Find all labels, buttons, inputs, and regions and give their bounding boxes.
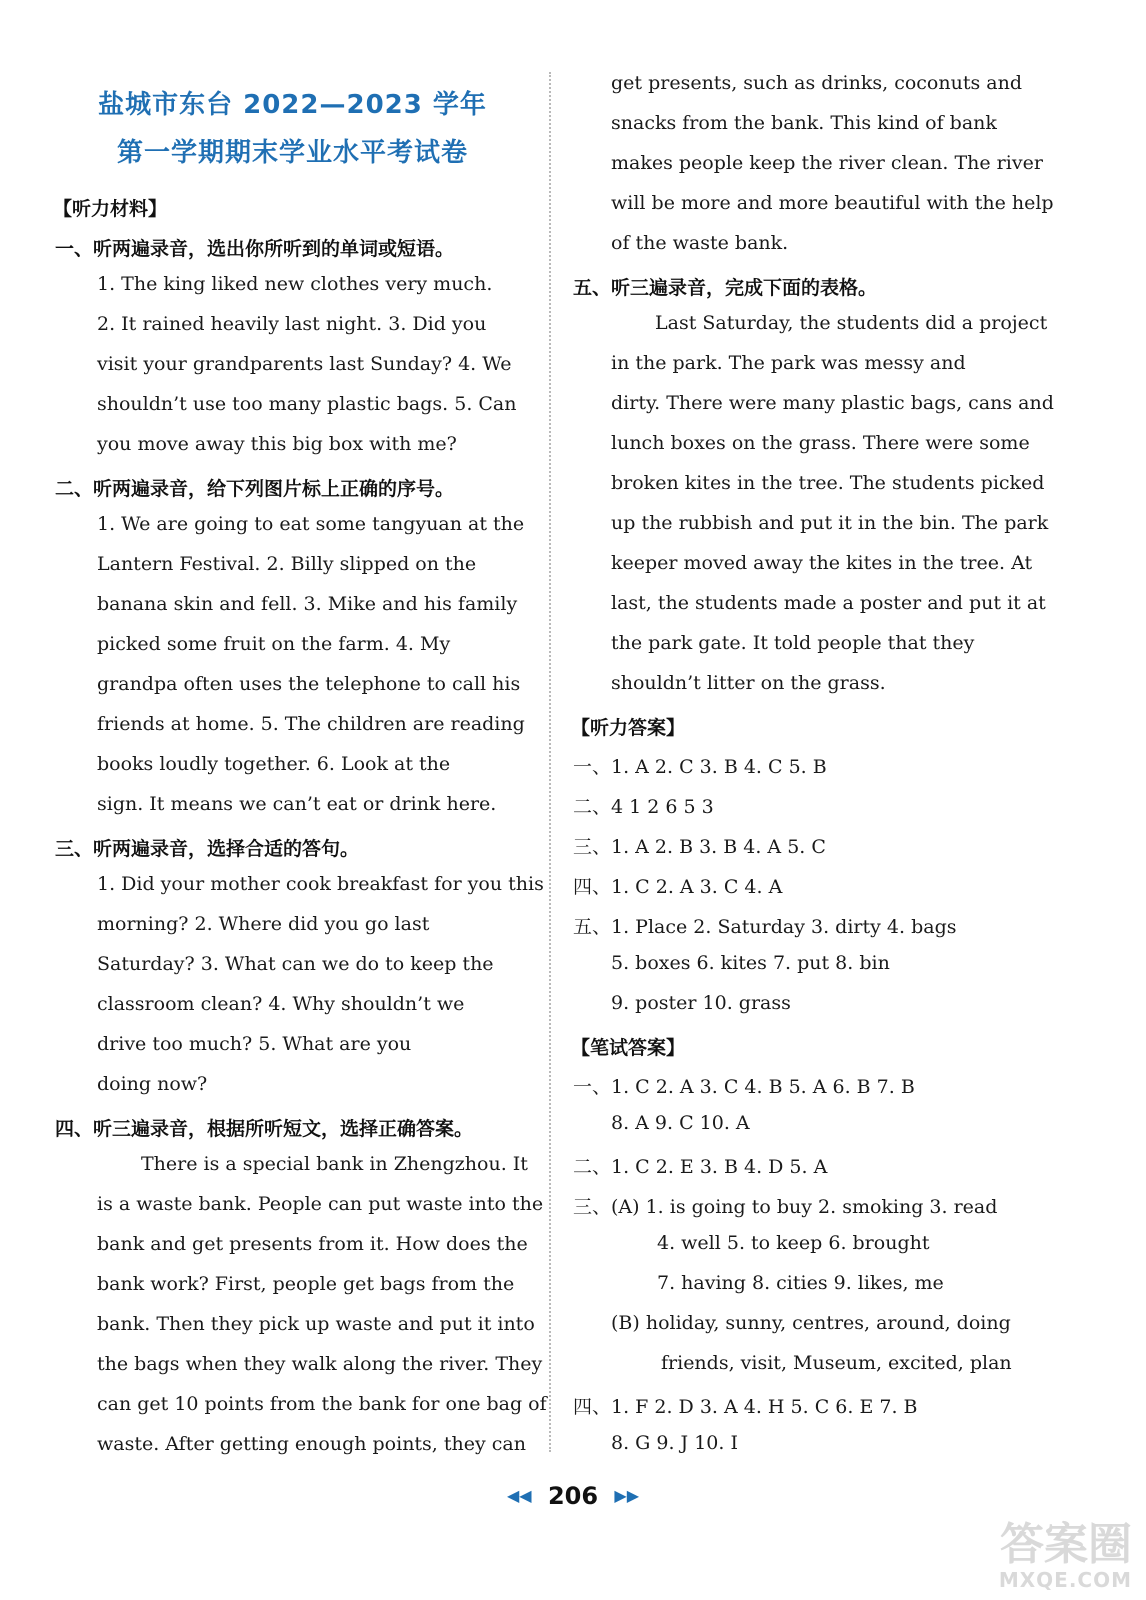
s4-line: bank. Then they pick up waste and put it into (97, 1313, 535, 1335)
answer-row: 四、1. C 2. A 3. C 4. A (573, 876, 783, 898)
answer-row: 三、(A) 1. is going to buy 2. smoking 3. read (573, 1196, 998, 1218)
answer-row: friends, visit, Museum, excited, plan (661, 1352, 1012, 1374)
s2-line: sign. It means we can’t eat or drink here. (97, 793, 497, 815)
s4-line: bank work? First, people get bags from the (97, 1273, 515, 1295)
s5-line: keeper moved away the kites in the tree. At (611, 552, 1033, 574)
exam-title-line1: 盐城市东台 2022—2023 学年 (98, 90, 487, 120)
listening-answers-header: 【听力答案】 (571, 717, 686, 739)
watermark-site: MXQE.COM (998, 1568, 1132, 1592)
s4-continued-line: makes people keep the river clean. The river (611, 152, 1043, 174)
page-footer (0, 1482, 1146, 1510)
s5-line: last, the students made a poster and put it at (611, 592, 1046, 614)
answer-row: 二、4 1 2 6 5 3 (573, 796, 714, 818)
s2-line: grandpa often uses the telephone to call his (97, 673, 521, 695)
s4-line: waste. After getting enough points, they can (97, 1433, 526, 1455)
s2-line: picked some fruit on the farm. 4. My (97, 633, 451, 655)
s4-line: bank and get presents from it. How does the (97, 1233, 528, 1255)
section-1-heading: 一、听两遍录音，选出你所听到的单词或短语。 (55, 238, 455, 260)
answer-row: 五、1. Place 2. Saturday 3. dirty 4. bags (573, 916, 957, 938)
written-answers-header: 【笔试答案】 (571, 1037, 686, 1059)
s3-line: 1. Did your mother cook breakfast for you this (97, 873, 544, 895)
s5-line: shouldn’t litter on the grass. (611, 672, 886, 694)
s2-line: 1. We are going to eat some tangyuan at the (97, 513, 525, 535)
answer-row: 二、1. C 2. E 3. B 4. D 5. A (573, 1156, 828, 1178)
s5-line: Last Saturday, the students did a project (655, 312, 1048, 334)
s4-line: the bags when they walk along the river. They (97, 1353, 543, 1375)
s3-line: Saturday? 3. What can we do to keep the (97, 953, 494, 975)
section-5-heading: 五、听三遍录音，完成下面的表格。 (573, 277, 878, 299)
column-divider (549, 72, 551, 1452)
s4-continued-line: will be more and more beautiful with the help (611, 192, 1054, 214)
s1-line: shouldn’t use too many plastic bags. 5. Can (97, 393, 517, 415)
s5-line: broken kites in the tree. The students picked (611, 472, 1045, 494)
s3-line: morning? 2. Where did you go last (97, 913, 430, 935)
answer-row: 三、1. A 2. B 3. B 4. A 5. C (573, 836, 826, 858)
s5-line: the park gate. It told people that they (611, 632, 975, 654)
answer-row: (B) holiday, sunny, centres, around, doing (611, 1312, 1011, 1334)
s4-continued-line: get presents, such as drinks, coconuts and (611, 72, 1022, 94)
answer-row: 5. boxes 6. kites 7. put 8. bin (611, 952, 890, 974)
s1-line: 2. It rained heavily last night. 3. Did you (97, 313, 487, 335)
answer-row: 9. poster 10. grass (611, 992, 791, 1014)
s2-line: friends at home. 5. The children are reading (97, 713, 525, 735)
section-3-heading: 三、听两遍录音，选择合适的答句。 (55, 838, 360, 860)
next-arrows-icon: ▶▶ (614, 1486, 640, 1505)
answer-row: 8. G 9. J 10. I (611, 1432, 738, 1454)
s5-line: in the park. The park was messy and (611, 352, 966, 374)
answer-row: 7. having 8. cities 9. likes, me (657, 1272, 944, 1294)
s2-line: books loudly together. 6. Look at the (97, 753, 451, 775)
answer-row: 四、1. F 2. D 3. A 4. H 5. C 6. E 7. B (573, 1396, 918, 1418)
s4-continued-line: snacks from the bank. This kind of bank (611, 112, 997, 134)
s5-line: up the rubbish and put it in the bin. The park (611, 512, 1049, 534)
section-2-heading: 二、听两遍录音，给下列图片标上正确的序号。 (55, 478, 455, 500)
watermark (998, 1519, 1132, 1592)
s1-line: 1. The king liked new clothes very much. (97, 273, 493, 295)
s2-line: Lantern Festival. 2. Billy slipped on the (97, 553, 477, 575)
s5-line: lunch boxes on the grass. There were some (611, 432, 1030, 454)
s3-line: doing now? (97, 1073, 208, 1095)
page-number: 206 (547, 1482, 599, 1510)
s5-line: dirty. There were many plastic bags, cans and (611, 392, 1054, 414)
exam-title-line2: 第一学期期末学业水平考试卷 (116, 138, 468, 168)
prev-arrows-icon: ◀◀ (506, 1486, 532, 1505)
s4-line: There is a special bank in Zhengzhou. It (141, 1153, 528, 1175)
listening-material-header: 【听力材料】 (53, 198, 168, 220)
s1-line: visit your grandparents last Sunday? 4. We (97, 353, 512, 375)
answer-row: 一、1. C 2. A 3. C 4. B 5. A 6. B 7. B (573, 1076, 915, 1098)
s1-line: you move away this big box with me? (97, 433, 457, 455)
s2-line: banana skin and fell. 3. Mike and his family (97, 593, 518, 615)
s3-line: drive too much? 5. What are you (97, 1033, 412, 1055)
s4-continued-line: of the waste bank. (611, 232, 789, 254)
s4-line: can get 10 points from the bank for one bag of (97, 1393, 547, 1415)
section-4-heading: 四、听三遍录音，根据所听短文，选择正确答案。 (55, 1118, 474, 1140)
s4-line: is a waste bank. People can put waste into the (97, 1193, 544, 1215)
answer-row: 一、1. A 2. C 3. B 4. C 5. B (573, 756, 827, 778)
answer-row: 8. A 9. C 10. A (611, 1112, 750, 1134)
answer-row: 4. well 5. to keep 6. brought (657, 1232, 930, 1254)
watermark-logo: 答案圈 (1000, 1519, 1132, 1570)
s3-line: classroom clean? 4. Why shouldn’t we (97, 993, 465, 1015)
